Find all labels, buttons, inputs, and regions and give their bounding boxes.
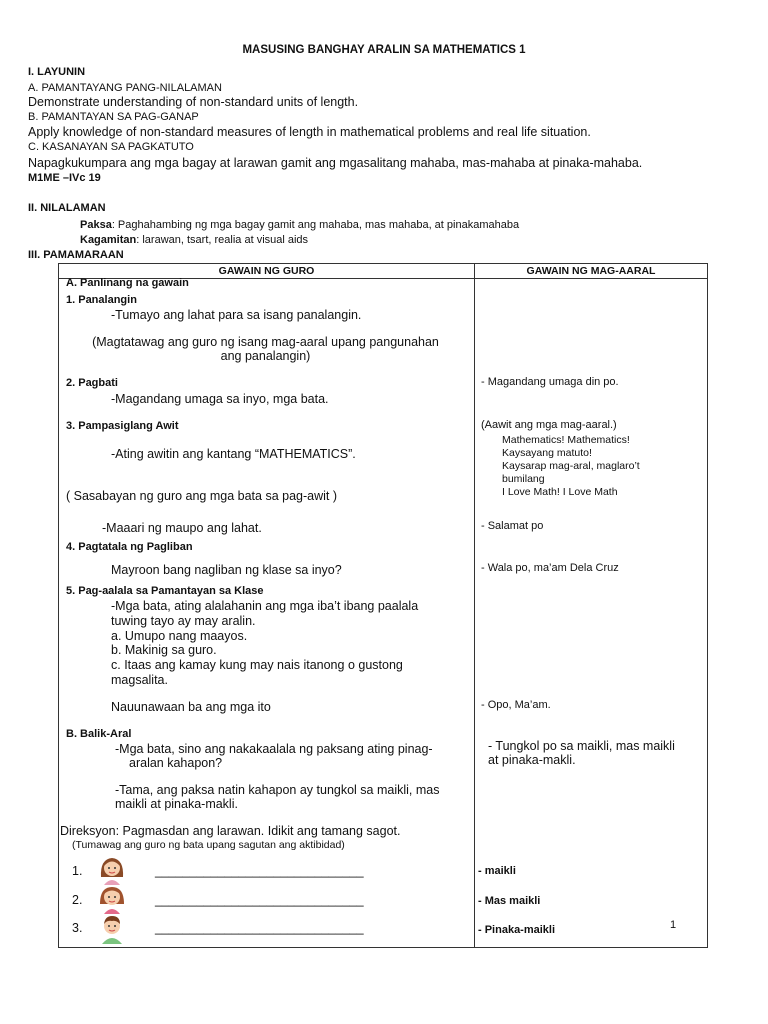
kagamitan-line: [80, 234, 308, 246]
pagliban-heading: 4. Pagtatala ng Pagliban: [66, 541, 193, 553]
answer-3: - Pinaka-maikli: [478, 924, 556, 936]
kagamitan-label: Kagamitan: [80, 234, 137, 246]
awit-heading: 3. Pampasiglang Awit: [66, 420, 179, 432]
pamantayan-pag-ganap-heading: B. PAMANTAYAN SA PAG-GANAP: [28, 111, 199, 123]
balik-aral-line-2a: -Tama, ang paksa natin kahapon ay tungkol sa maikli, mas: [115, 783, 440, 797]
item-number-1: 1.: [72, 864, 83, 878]
balik-aral-line-2b: maikli at pinaka-makli.: [115, 797, 238, 811]
song-line-3: Kaysarap mag-aral, maglaro’t: [502, 460, 640, 472]
panalangin-line-2b: ang panalangin): [220, 349, 311, 363]
col-header-mag-aaral: GAWAIN NG MAG-AARAL: [475, 264, 708, 279]
paksa-line: [80, 219, 519, 231]
paalala-heading: 5. Pag-aalala sa Pamantayan sa Klase: [66, 585, 264, 597]
panalangin-line-1: -Tumayo ang lahat para sa isang panalangin.: [111, 308, 362, 322]
student-opo: - Opo, Ma’am.: [481, 699, 551, 711]
pamamaraan-heading: III. PAMAMARAAN: [28, 249, 124, 261]
awit-line-3: -Maaari ng maupo ang lahat.: [102, 521, 262, 535]
pagbati-line-1: -Magandang umaga sa inyo, mga bata.: [111, 392, 329, 406]
song-line-2: Kaysayang matuto!: [502, 447, 592, 459]
balik-aral-heading: B. Balik-Aral: [66, 728, 132, 740]
pagliban-line-1: Mayroon bang nagliban ng klase sa inyo?: [111, 563, 342, 577]
pamantayan-pag-ganap-text: Apply knowledge of non-standard measures of length in mathematical problems and real life situation.: [28, 125, 591, 139]
paksa-text: : Paghahambing ng mga bagay gamit ang mahaba, mas mahaba, at pinakamahaba: [111, 219, 520, 231]
paalala-item-b: b. Makinig sa guro.: [111, 643, 217, 657]
kagamitan-text: : larawan, tsart, realia at visual aids: [136, 234, 309, 246]
paalala-line-1: -Mga bata, ating alalahanin ang mga iba’t ibang paalala: [111, 599, 419, 613]
pagbati-heading: 2. Pagbati: [66, 377, 118, 389]
item-blank-3: ______________________________: [155, 921, 364, 935]
paksa-label: Paksa: [80, 219, 112, 231]
col-header-guro: GAWAIN NG GURO: [59, 264, 475, 279]
girl-avatar-icon: [96, 853, 128, 885]
panlinang-heading: A. Panlinang na gawain: [66, 277, 189, 289]
student-wala: - Wala po, ma’am Dela Cruz: [481, 562, 619, 574]
student-pagbati: - Magandang umaga din po.: [481, 376, 619, 388]
paalala-question: Nauunawaan ba ang mga ito: [111, 700, 271, 714]
boy-avatar-icon: [96, 912, 128, 944]
student-awit-note: (Aawit ang mga mag-aaral.): [481, 419, 617, 431]
awit-line-2: ( Sasabayan ng guro ang mga bata sa pag-awit ): [66, 489, 338, 503]
balik-aral-line-1b: aralan kahapon?: [129, 756, 223, 770]
paalala-item-c1: c. Itaas ang kamay kung may nais itanong o gustong: [111, 658, 403, 672]
girl-avatar-icon: [96, 882, 128, 914]
item-blank-1: ______________________________: [155, 864, 364, 878]
paalala-item-c2: magsalita.: [111, 673, 168, 687]
kasanayan-text: Napagkukumpara ang mga bagay at larawan gamit ang mgasalitang mahaba, mas-mahaba at pinaka-mahaba.: [28, 156, 643, 170]
kasanayan-heading: C. KASANAYAN SA PAGKATUTO: [28, 141, 194, 153]
panalangin-heading: 1. Panalangin: [66, 294, 137, 306]
panalangin-line-2a: (Magtatawag ang guro ng isang mag-aaral upang pangunahan: [92, 335, 439, 349]
song-line-4: bumilang: [502, 473, 545, 485]
nilalaman-heading: II. NILALAMAN: [28, 202, 106, 214]
song-line-1: Mathematics! Mathematics!: [502, 434, 630, 446]
item-blank-2: ______________________________: [155, 893, 364, 907]
answer-1: - maikli: [478, 865, 516, 877]
student-salamat: - Salamat po: [481, 520, 544, 532]
document-title: MASUSING BANGHAY ARALIN SA MATHEMATICS 1: [242, 44, 526, 56]
answer-2: - Mas maikli: [478, 895, 541, 907]
layunin-heading: I. LAYUNIN: [28, 66, 86, 78]
page-number: 1: [670, 919, 677, 931]
direksyon-note: (Tumawag ang guro ng bata upang sagutan ang aktibidad): [72, 839, 345, 851]
competency-code: M1ME –IVc 19: [28, 172, 101, 184]
pamantayang-pang-nilalaman-text: Demonstrate understanding of non-standard units of length.: [28, 95, 359, 109]
student-tungkol-b: at pinaka-makli.: [488, 753, 576, 767]
awit-line-1: -Ating awitin ang kantang “MATHEMATICS”.: [111, 447, 356, 461]
song-line-5: I Love Math! I Love Math: [502, 486, 618, 498]
balik-aral-line-1a: -Mga bata, sino ang nakakaalala ng paksang ating pinag-: [115, 742, 433, 756]
student-tungkol-a: - Tungkol po sa maikli, mas maikli: [488, 739, 675, 753]
direksyon-text: Direksyon: Pagmasdan ang larawan. Idikit ang tamang sagot.: [60, 824, 401, 838]
paalala-item-a: a. Umupo nang maayos.: [111, 629, 248, 643]
item-number-3: 3.: [72, 921, 83, 935]
pamantayang-pang-nilalaman-heading: A. PAMANTAYANG PANG-NILALAMAN: [28, 82, 222, 94]
paalala-line-2: tuwing tayo ay may aralin.: [111, 614, 256, 628]
item-number-2: 2.: [72, 893, 83, 907]
